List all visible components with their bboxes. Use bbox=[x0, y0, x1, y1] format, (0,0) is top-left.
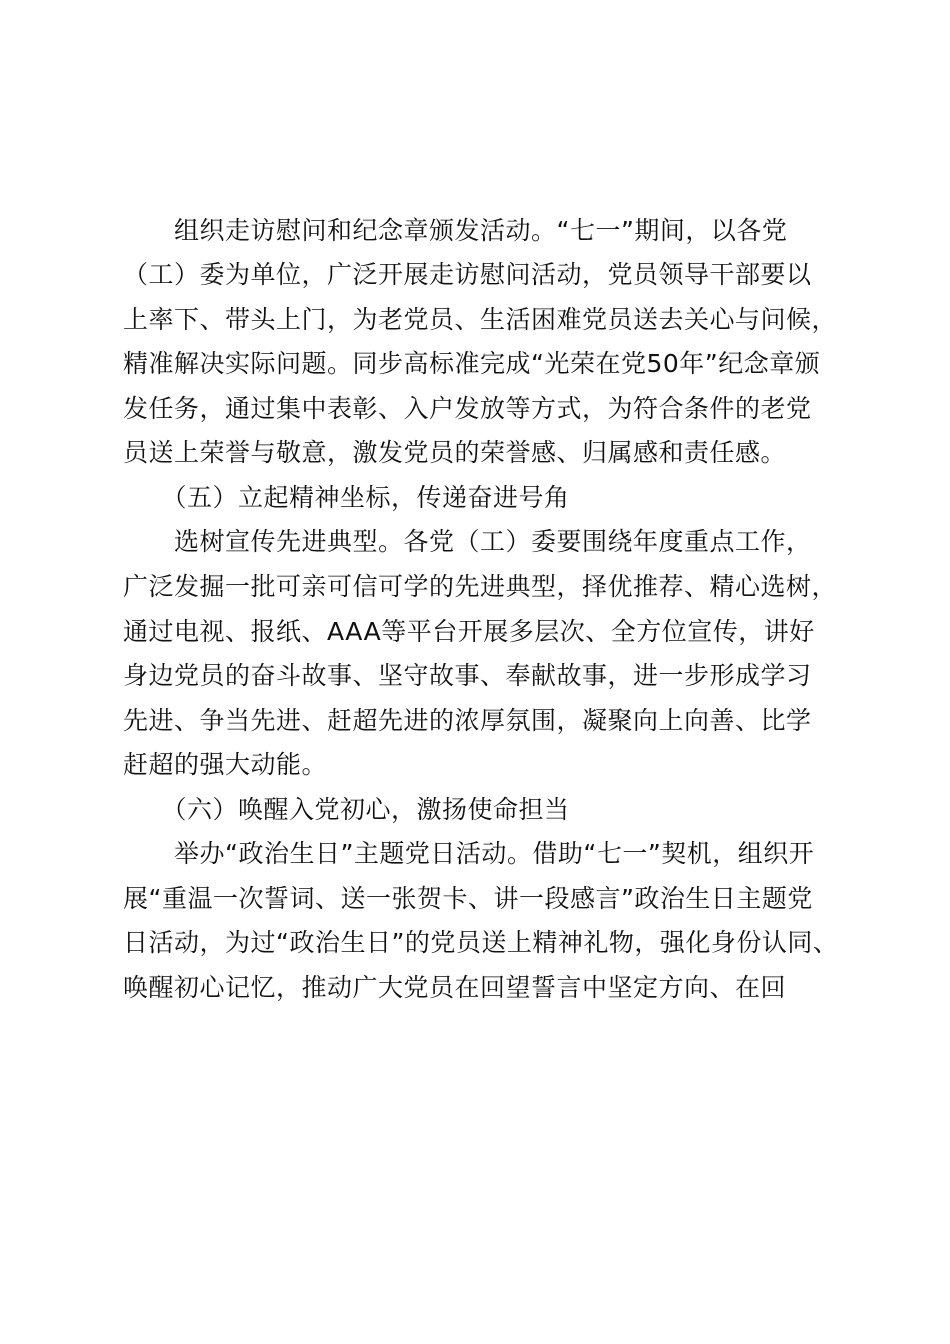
text-line: 身边党员的奋斗故事、坚守故事、奉献故事，进一步形成学习 bbox=[123, 661, 812, 690]
section-heading: （五）立起精神坐标，传递奋进号角 bbox=[123, 483, 570, 512]
text-line: 上率下、带头上门，为老党员、生活困难党员送去关心与问候， bbox=[123, 305, 838, 334]
text-line: 唤醒初心记忆，推动广大党员在回望誓言中坚定方向、在回 bbox=[123, 973, 787, 1002]
section-heading: （六）唤醒入党初心，激扬使命担当 bbox=[123, 795, 570, 824]
text-line: 赶超的强大动能。 bbox=[123, 750, 328, 779]
text-line: 发任务，通过集中表彰、入户发放等方式，为符合条件的老党 bbox=[123, 394, 812, 423]
text-line: 举办“政治生日”主题党日活动。借助“七一”契机，组织开 bbox=[123, 839, 815, 868]
text-line: 日活动，为过“政治生日”的党员送上精神礼物，强化身份认同、 bbox=[123, 928, 839, 957]
text-line: 精准解决实际问题。同步高标准完成“光荣在党50年”纪念章颁 bbox=[123, 349, 821, 378]
text-line: 通过电视、报纸、AAA等平台开展多层次、全方位宣传，讲好 bbox=[123, 617, 815, 646]
text-line: 员送上荣誉与敬意，激发党员的荣誉感、归属感和责任感。 bbox=[123, 438, 787, 467]
text-line: 广泛发掘一批可亲可信可学的先进典型，择优推荐、精心选树， bbox=[123, 572, 838, 601]
text-line: 先进、争当先进、赶超先进的浓厚氛围，凝聚向上向善、比学 bbox=[123, 706, 812, 735]
text-line: 组织走访慰问和纪念章颁发活动。“七一”期间，以各党 bbox=[123, 216, 788, 245]
text-line: 选树宣传先进典型。各党（工）委要围绕年度重点工作， bbox=[123, 527, 812, 556]
text-line: 展“重温一次誓词、送一张贺卡、讲一段感言”政治生日主题党 bbox=[123, 884, 813, 913]
text-line: （工）委为单位，广泛开展走访慰问活动，党员领导干部要以 bbox=[123, 260, 812, 289]
